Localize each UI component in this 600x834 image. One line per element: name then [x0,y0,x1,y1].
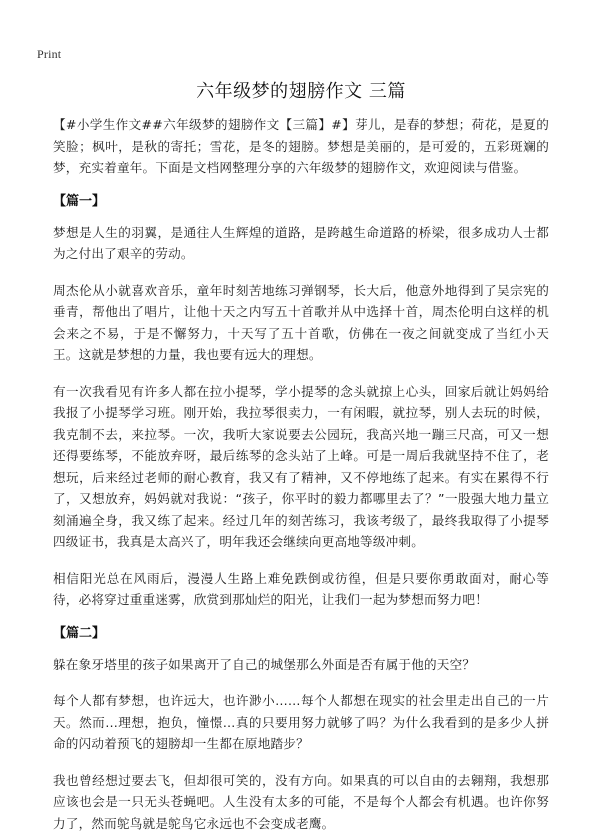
print-label[interactable]: Print [37,47,61,62]
document-title: 六年级梦的翅膀作文 三篇 [53,80,549,104]
section-2-paragraph-2: 每个人都有梦想，也许远大，也许渺小……每个人都想在现实的社会里走出自己的一片天。然而…理想，抱负，憧憬…真的只要用努力就够了吗？为什么我看到的是多少人拼命的闪动着预飞的翅膀却一生都在原地踏步？ [53,690,549,755]
section-1-paragraph-1: 梦想是人生的羽翼，是通往人生辉煌的道路，是跨越生命道路的桥梁，很多成功人士都为之付出了艰辛的劳动。 [53,222,549,265]
section-heading-1: 【篇一】 [53,191,549,213]
section-2-paragraph-3: 我也曾经想过要去飞，但却很可笑的，没有方向。如果真的可以自由的去翱翔，我想那应该也会是一只无头苍蝇吧。人生没有太多的可能，不是每个人都会有机遇。也许你努力了，然而鸵鸟就是鸵鸟它永远也不会变成老鹰。 [53,770,549,834]
intro-paragraph: 【#小学生作文##六年级梦的翅膀作文【三篇】#】芽儿，是春的梦想；荷花，是夏的笑脸；枫叶，是秋的寄托；雪花，是冬的翅膀。梦想是美丽的，是可爱的，五彩斑斓的梦，充实着童年。下面是文档网整理分享的六年级梦的翅膀作文，欢迎阅读与借鉴。 [53,114,549,179]
section-heading-2: 【篇二】 [53,623,549,645]
section-1-paragraph-2: 周杰伦从小就喜欢音乐，童年时刻苦地练习弹钢琴，长大后，他意外地得到了吴宗宪的垂青，帮他出了唱片，让他十天之内写五十首歌并从中选择十首，周杰伦明白这样的机会来之不易，于是不懈努力，十天写了五十首歌，仿佛在一夜之间就变成了当红小天王。这就是梦想的力量，我也要有远大的理想。 [53,280,549,366]
section-1-paragraph-4: 相信阳光总在风雨后，漫漫人生路上难免跌倒或彷徨，但是只要你勇敢面对，耐心等待，必将穿过重重迷雾，欣赏到那灿烂的阳光，让我们一起为梦想而努力吧！ [53,568,549,611]
section-1-paragraph-3: 有一次我看见有许多人都在拉小提琴，学小提琴的念头就掠上心头，回家后就让妈妈给我报了小提琴学习班。刚开始，我拉琴很卖力，一有闲暇，就拉琴，别人去玩的时候，我克制不去，来拉琴。一次，我听大家说要去公园玩，我高兴地一蹦三尺高，可又一想还得要练琴，不能放弃呀，最后练琴的念头站了上峰。可是一周后我就坚持不住了，老想玩，后来经过老师的耐心教育，我又有了精神，又不停地练了起来。有实在累得不行了，又想放弃，妈妈就对我说：“孩子，你平时的毅力都哪里去了？”一股强大地力量立刻涌遍全身，我又练了起来。经过几年的刻苦练习，我该考级了，最终我取得了小提琴四级证书，我真是太高兴了，明年我还会继续向更高地等级冲刺。 [53,381,549,553]
section-2-paragraph-1: 躲在象牙塔里的孩子如果离开了自己的城堡那么外面是否有属于他的天空？ [53,654,549,676]
